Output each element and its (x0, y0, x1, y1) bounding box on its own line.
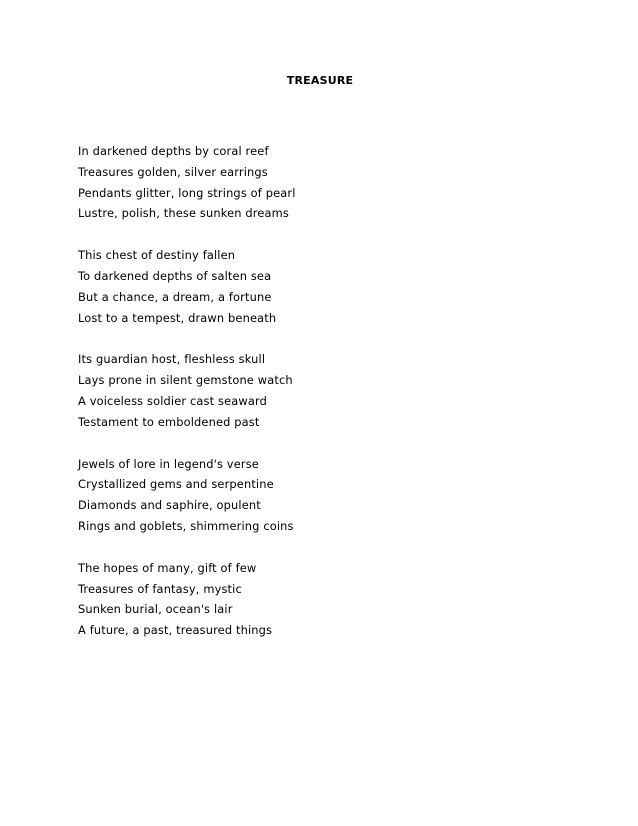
poem-line: Treasures of fantasy, mystic (78, 581, 242, 596)
stanza-2 (78, 245, 578, 328)
stanza-3 (78, 349, 578, 432)
poem-body (78, 141, 578, 662)
poem-line: Its guardian host, fleshless skull (78, 352, 266, 367)
stanza-1 (78, 141, 578, 224)
poem-line: Lustre, polish, these sunken dreams (78, 206, 289, 221)
poem-line: Pendants glitter, long strings of pearl (78, 185, 296, 200)
poem-line: Diamonds and saphire, opulent (78, 498, 261, 513)
poem-line: Lays prone in silent gemstone watch (78, 373, 293, 388)
poem-line: A future, a past, treasured things (78, 623, 273, 638)
poem-line: Sunken burial, ocean's lair (78, 602, 233, 617)
stanza-5 (78, 558, 578, 641)
poem-line: To darkened depths of salten sea (78, 268, 272, 283)
poem-title-text: TREASURE (286, 74, 354, 87)
poem-line: A voiceless soldier cast seaward (78, 393, 267, 408)
poem-line: In darkened depths by coral reef (78, 144, 269, 158)
stanza-4 (78, 454, 578, 537)
poem-line: Jewels of lore in legend's verse (78, 456, 259, 471)
poem-line: The hopes of many, gift of few (78, 560, 257, 575)
poem-line: Testament to emboldened past (78, 414, 260, 429)
poem-title (0, 74, 638, 88)
poem-line: Rings and goblets, shimmering coins (78, 518, 294, 533)
poem-line: Crystallized gems and serpentine (78, 477, 274, 492)
poem-line: This chest of destiny fallen (78, 248, 236, 263)
poem-line: Lost to a tempest, drawn beneath (78, 310, 277, 325)
poem-line: But a chance, a dream, a fortune (78, 289, 272, 304)
poem-line: Treasures golden, silver earrings (78, 164, 268, 179)
